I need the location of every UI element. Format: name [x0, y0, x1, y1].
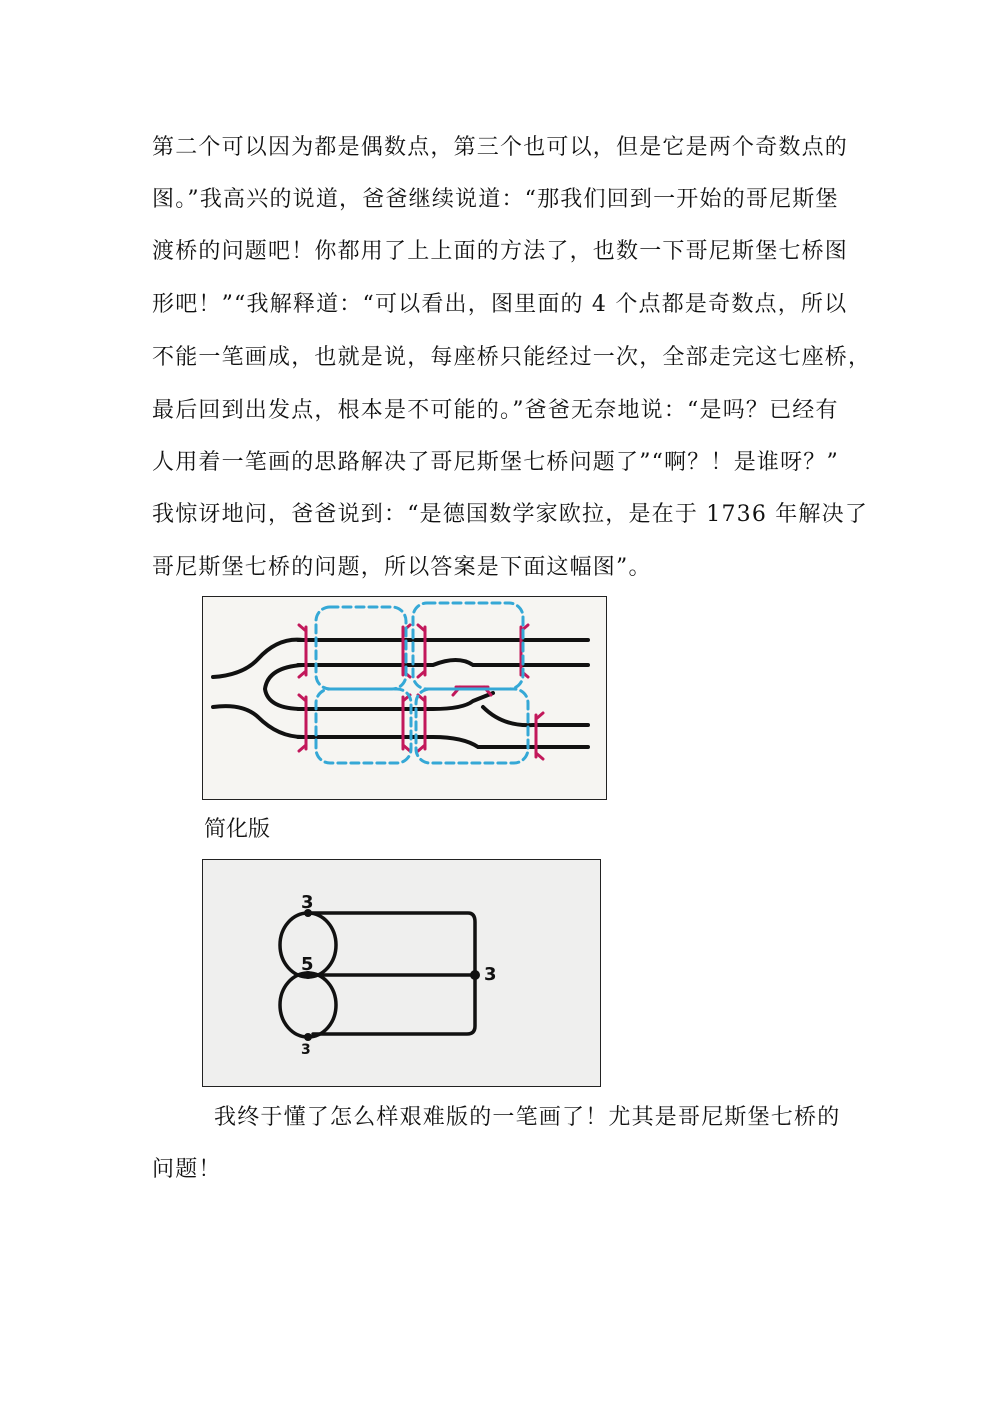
text-line: 不能一笔画成，也就是说，每座桥只能经过一次，全部走完这七座桥，	[152, 345, 872, 370]
label-top: 3	[301, 892, 314, 913]
text-line: 我终于懂了怎么样艰难版的一笔画了！尤其是哥尼斯堡七桥的	[214, 1105, 841, 1130]
bridges-drawing-photo	[202, 596, 607, 800]
text-line: 人用着一笔画的思路解决了哥尼斯堡七桥问题了”“啊？！是谁呀？”	[152, 450, 839, 475]
label-bottom: 3	[301, 1042, 311, 1058]
text-line: 哥尼斯堡七桥的问题，所以答案是下面这幅图”。	[152, 555, 652, 580]
text-line: 图。”我高兴的说道，爸爸继续说道：“那我们回到一开始的哥尼斯堡	[152, 187, 839, 212]
simplified-graph-photo	[202, 859, 601, 1087]
figure-caption: 简化版	[204, 817, 271, 842]
simplified-graph	[203, 860, 600, 1086]
text-line: 第二个可以因为都是偶数点，第三个也可以，但是它是两个奇数点的	[152, 135, 849, 160]
text-line: 最后回到出发点，根本是不可能的。”爸爸无奈地说：“是吗？已经有	[152, 398, 839, 423]
bridges-drawing	[203, 597, 606, 799]
label-right: 3	[484, 964, 497, 985]
text-line: 问题！	[152, 1157, 222, 1182]
text-line: 我惊讶地问，爸爸说到：“是德国数学家欧拉，是在于 1736 年解决了	[152, 502, 869, 527]
text-line: 渡桥的问题吧！你都用了上上面的方法了，也数一下哥尼斯堡七桥图	[152, 239, 849, 264]
text-line: 形吧！”“我解释道：“可以看出，图里面的 4 个点都是奇数点，所以	[152, 292, 848, 317]
vertex-right	[470, 970, 480, 980]
label-middle: 5	[301, 954, 314, 975]
vertex-bottom	[304, 1033, 312, 1041]
